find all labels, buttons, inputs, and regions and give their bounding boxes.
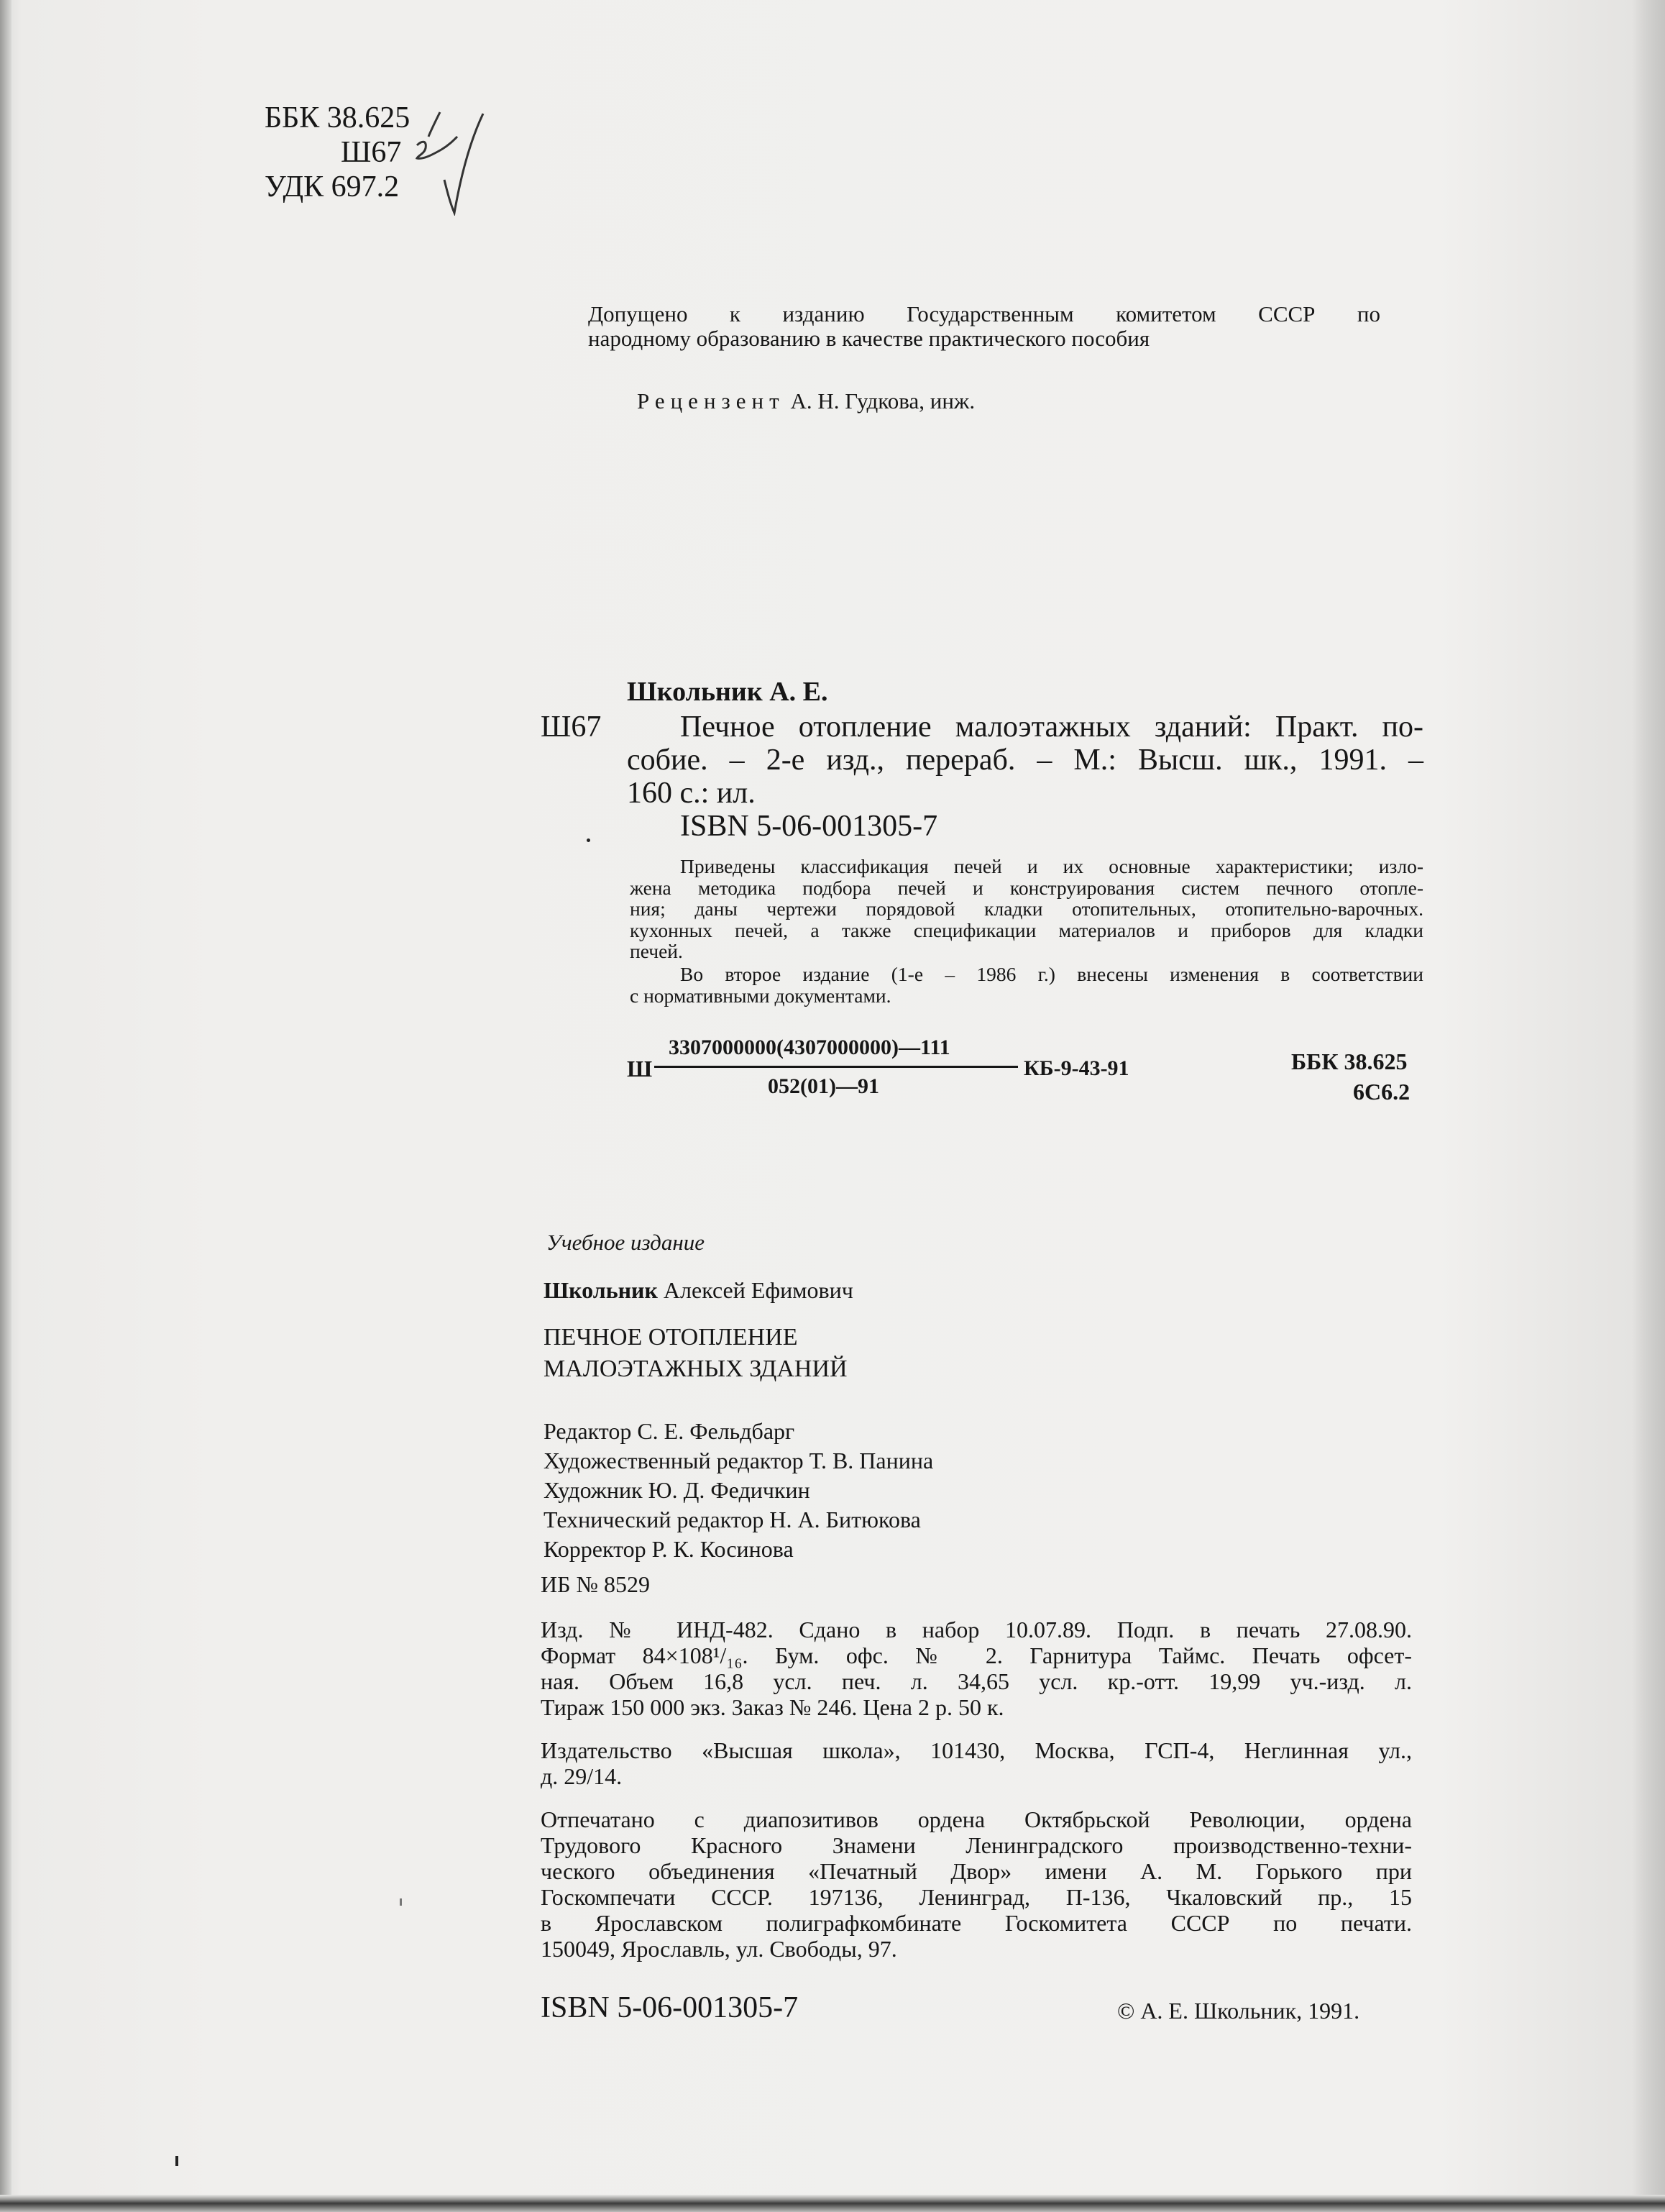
print-data-line: Тираж 150 000 экз. Заказ № 246. Цена 2 р. 50 к. bbox=[541, 1694, 1004, 1720]
printer-info bbox=[541, 1806, 1412, 1936]
author-given-names: Алексей Ефимович bbox=[663, 1277, 853, 1303]
print-data-line: Формат 84×108¹/₁₆. Бум. офс. № 2. Гарнитура Таймс. Печать офсет- bbox=[541, 1642, 1412, 1668]
index-numerator: 3307000000(4307000000)—111 bbox=[669, 1036, 950, 1059]
edition-note-line: с нормативными документами. bbox=[630, 984, 891, 1007]
printer-line: Отпечатано с диапозитивов ордена Октябрьской Революции, ордена bbox=[541, 1806, 1412, 1832]
copyright: © А. Е. Школьник, 1991. bbox=[1117, 1998, 1360, 2024]
catalog-title-line: собие. – 2-е изд., перераб. – М.: Высш. шк., 1991. – bbox=[627, 744, 1423, 777]
edition-note bbox=[630, 964, 1423, 985]
scan-right-shadow bbox=[1632, 0, 1665, 2212]
reviewer-line bbox=[637, 388, 975, 414]
index-prefix: Ш bbox=[627, 1056, 653, 1082]
publisher-line: д. 29/14. bbox=[541, 1763, 623, 1789]
publisher bbox=[541, 1737, 1412, 1763]
bbk-right-2: 6С6.2 bbox=[1353, 1079, 1411, 1105]
printer-line: ческого объединения «Печатный Двор» имени А. М. Горького при bbox=[541, 1858, 1412, 1884]
annotation-line: ния; даны чертежи порядовой кладки отопительных, отопительно-варочных. bbox=[630, 897, 1423, 920]
catalog-title-line: 160 с.: ил. bbox=[627, 777, 756, 810]
catalog-title-cont bbox=[627, 744, 1423, 777]
catalog-title-line: Печное отопление малоэтажных зданий: Практ. по- bbox=[680, 710, 1423, 744]
catalog-author: Школьник А. Е. bbox=[627, 677, 828, 707]
handwritten-check-mark bbox=[388, 108, 489, 216]
imprint-title-line-2: МАЛОЭТАЖНЫХ ЗДАНИЙ bbox=[543, 1356, 848, 1382]
print-data-line: Изд. № ИНД-482. Сдано в набор 10.07.89. Подп. в печать 27.08.90. bbox=[541, 1617, 1412, 1642]
credit-line: Корректор Р. К. Косинова bbox=[543, 1536, 794, 1562]
author-mark-code: Ш67 bbox=[341, 136, 402, 169]
edition-note-line: Во второе издание (1-е – 1986 г.) внесены изменения в соответствии bbox=[680, 963, 1423, 985]
approval-statement bbox=[588, 302, 1380, 326]
annotation-line: кухонных печей, а также спецификации материалов и приборов для кладки bbox=[630, 918, 1423, 941]
annotation-line: жена методика подбора печей и конструирования систем печного отопле- bbox=[630, 876, 1423, 899]
publisher-line: Издательство «Высшая школа», 101430, Москва, ГСП-4, Неглинная ул., bbox=[541, 1737, 1412, 1763]
catalog-title bbox=[680, 710, 1423, 744]
scan-speck bbox=[587, 838, 590, 842]
printer-line: 150049, Ярославль, ул. Свободы, 97. bbox=[541, 1936, 897, 1962]
index-kb: КБ-9-43-91 bbox=[1024, 1056, 1129, 1080]
bbk-right: ББК 38.625 bbox=[1291, 1048, 1408, 1074]
scan-bottom-edge bbox=[0, 2195, 1665, 2212]
ib-number: ИБ № 8529 bbox=[541, 1571, 651, 1597]
imprint-author bbox=[543, 1277, 853, 1303]
udk-code: УДК 697.2 bbox=[265, 170, 400, 204]
scan-speck bbox=[175, 2156, 178, 2166]
catalog-annotation bbox=[630, 856, 1423, 941]
reviewer-name: А. Н. Гудкова, инж. bbox=[790, 388, 976, 413]
imprint-isbn: ISBN 5-06-001305-7 bbox=[541, 1991, 799, 2024]
printer-line: Трудового Красного Знамени Ленинградского производственно-техни- bbox=[541, 1832, 1412, 1858]
scan-left-edge bbox=[0, 0, 12, 2212]
printer-line: Госкомпечати СССР. 197136, Ленинград, П-136, Чкаловский пр., 15 bbox=[541, 1884, 1412, 1910]
catalog-isbn: ISBN 5-06-001305-7 bbox=[680, 810, 938, 843]
print-data-line: ная. Объем 16,8 усл. печ. л. 34,65 усл. кр.-отт. 19,99 уч.-изд. л. bbox=[541, 1668, 1412, 1694]
credit-line: Художественный редактор Т. В. Панина bbox=[543, 1448, 934, 1473]
credit-line: Художник Ю. Д. Федичкин bbox=[543, 1477, 810, 1503]
approval-line: Допущено к изданию Государственным комитетом СССР по bbox=[588, 301, 1380, 326]
fraction-bar bbox=[654, 1066, 1018, 1068]
annotation-line: Приведены классификация печей и их основные характеристики; изло- bbox=[680, 855, 1423, 877]
credits bbox=[543, 1417, 933, 1564]
imprint-title-line-1: ПЕЧНОЕ ОТОПЛЕНИЕ bbox=[543, 1324, 798, 1350]
scan-speck bbox=[400, 1898, 402, 1906]
author-surname: Школьник bbox=[543, 1277, 658, 1303]
approval-line: народному образованию в качестве практического пособия bbox=[588, 326, 1150, 351]
annotation-line: печей. bbox=[630, 940, 683, 962]
edition-type: Учебное издание bbox=[546, 1230, 705, 1255]
reviewer-label: Рецензент bbox=[637, 388, 785, 413]
credit-line: Редактор С. Е. Фельдбарг bbox=[543, 1418, 795, 1444]
index-denominator: 052(01)—91 bbox=[768, 1074, 879, 1098]
bbk-code: ББК 38.625 bbox=[265, 101, 410, 134]
print-data bbox=[541, 1617, 1412, 1694]
credit-line: Технический редактор Н. А. Битюкова bbox=[543, 1507, 921, 1532]
printer-line: в Ярославском полиграфкомбинате Госкомитета СССР по печати. bbox=[541, 1910, 1412, 1936]
catalog-code: Ш67 bbox=[541, 710, 602, 744]
